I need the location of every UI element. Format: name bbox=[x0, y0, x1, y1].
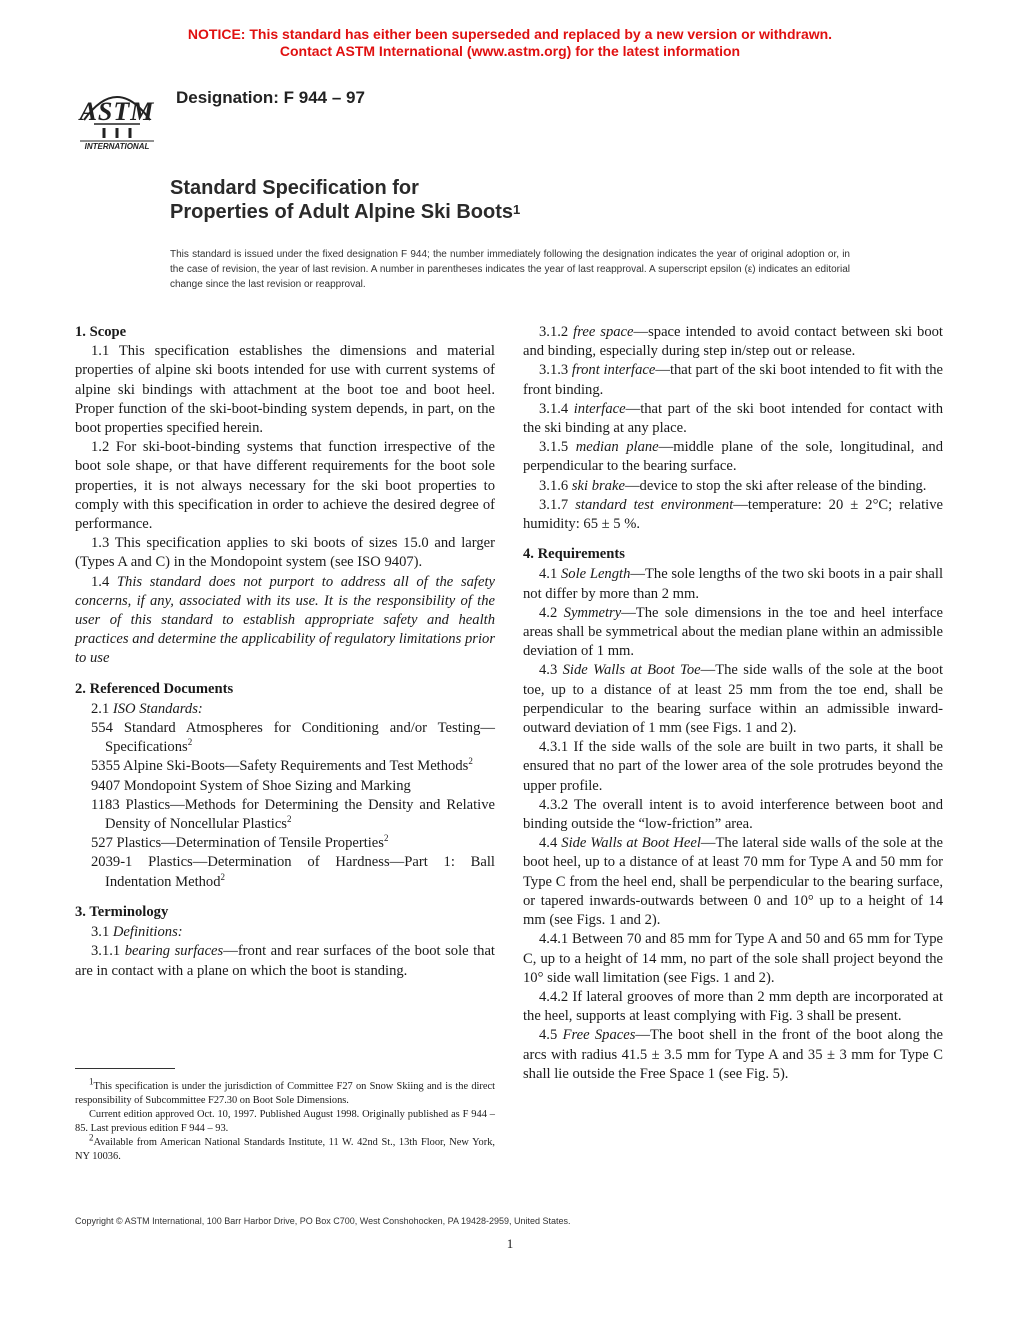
requirement-4-4-1: 4.4.1 Between 70 and 85 mm for Type A and 50 and 65 mm for Type C, up to a height of 14 mm, no part of the sole shall project beyond the 10° side wall limitation (see Figs. 1 and 2). bbox=[523, 931, 943, 986]
reference-item: 554 Standard Atmospheres for Conditioning and/or Testing—Specifications$^2$ bbox=[91, 720, 495, 756]
definition-3-1-4: 3.1.4 interface—that part of the ski boot intended for contact with the ski binding at any place. bbox=[523, 400, 943, 437]
requirement-4-5: 4.5 Free Spaces—The boot shell in the front of the boot along the arcs with radius 41.5 ± 3.5 mm for Type A and 35 ± 3 mm for Type C shall lie outside the Free Space 1 (see Fig. 5). bbox=[523, 1027, 944, 1082]
definition-3-1-7: 3.1.7 standard test environment—temperature: 20 ± 2°C; relative humidity: 65 ± 5 %. bbox=[523, 496, 943, 533]
page-number: 1 bbox=[506, 1236, 514, 1251]
requirement-4-2: 4.2 Symmetry—The sole dimensions in the toe and heel interface areas shall be symmetrical about the median plane within an admissible deviation of 1 mm. bbox=[523, 604, 944, 660]
notice-line-2: Contact ASTM International (www.astm.org) for the latest information bbox=[279, 43, 741, 59]
left-column bbox=[75, 323, 495, 981]
issuance-statement: This standard is issued under the fixed designation F 944; the number immediately following the designation indicates the year of original adoption or, in the case of revision, the year of last revision. A number in parentheses indicates the year of last reapproval. A superscript epsilon (ε) indicates an editorial change since the last revision or reapproval. bbox=[170, 249, 850, 290]
requirement-4-4: 4.4 Side Walls at Boot Heel—The lateral side walls of the sole at the boot heel, up to a distance of at least 70 mm for Type A and 50 mm for Type C from the heel end, shall be perpendicular to the bearing surface, or tapered inwards-outwards between 0 and 10° up to a height of 14 mm (see Figs. 1 and 2). bbox=[523, 835, 944, 929]
reference-item: 5355 Alpine Ski-Boots—Safety Requirements and Test Methods$^2$ bbox=[91, 756, 473, 775]
title-footnote-mark: 1 bbox=[513, 202, 521, 217]
section-heading-referenced-documents: 2. Referenced Documents bbox=[75, 680, 234, 697]
title-line-1: Standard Specification for bbox=[170, 177, 419, 199]
reference-item: 2039-1 Plastics—Determination of Hardness—Part 1: Ball Indentation Method$^2$ bbox=[91, 854, 495, 890]
paragraph-1-4: 1.4 This standard does not purport to address all of the safety concerns, if any, associated with its use. It is the responsibility of the user of this standard to establish appropriate safety and health practices and determine the applicability of regulatory limitations prior to use bbox=[75, 573, 495, 667]
definition-3-1-1: 3.1.1 bearing surfaces—front and rear surfaces of the boot sole that are in contact with a plane on which the boot is standing. bbox=[75, 943, 495, 979]
paragraph-1-3: 1.3 This specification applies to ski boots of sizes 15.0 and larger (Types A and C) in the Mondopoint system (see ISO 9407). bbox=[75, 535, 495, 571]
definition-3-1-3: 3.1.3 front interface—that part of the ski boot intended to fit with the front binding. bbox=[523, 362, 943, 398]
requirement-4-3: 4.3 Side Walls at Boot Toe—The side walls of the sole at the boot toe, up to a distance of at least 25 mm from the toe end, shall be perpendicular to the bearing surface within an admissible inward-outward deviation of 1 mm (see Figs. 1 and 2). bbox=[523, 662, 944, 737]
paragraph-1-1: 1.1 This specification establishes the dimensions and material properties of alpine ski boots intended for use with current systems of alpine ski bindings with attachment at the boot toe and boot heel. Proper function of the ski-boot-binding system depends, in part, on the boot properties specified herein. bbox=[75, 343, 495, 437]
requirement-4-4-2: 4.4.2 If lateral grooves of more than 2 mm depth are incorporated at the heel, supports at least complying with Fig. 3 shall be present. bbox=[523, 988, 944, 1025]
title-line-2: Properties of Adult Alpine Ski Boots$^1$ bbox=[170, 201, 521, 223]
requirement-4-3-2: 4.3.2 The overall intent is to avoid interference between boot and binding outside the “low-friction” area. bbox=[523, 796, 943, 833]
footnote-1: $^1$This specification is under the jurisdiction of Committee F27 on Snow Skiing and is the direct responsibility of Subcommittee F27.30 on Boot Sole Dimensions. bbox=[75, 1076, 495, 1106]
document-title bbox=[170, 176, 520, 224]
paragraph-2-1: 2.1 ISO Standards: bbox=[91, 700, 203, 717]
designation: Designation: F 944 – 97 bbox=[176, 88, 365, 107]
reference-item: 9407 Mondopoint System of Shoe Sizing and Marking bbox=[91, 777, 411, 794]
footnote-1-edition: Current edition approved Oct. 10, 1997. Published August 1998. Originally published as F 944 – 85. Last previous edition F 944 – 93. bbox=[75, 1109, 495, 1134]
footnote-divider bbox=[75, 1068, 175, 1069]
right-column bbox=[523, 323, 943, 1084]
requirement-4-1: 4.1 Sole Length—The sole lengths of the two ski boots in a pair shall not differ by more than 2 mm. bbox=[523, 566, 943, 602]
paragraph-3-1: 3.1 Definitions: bbox=[91, 924, 183, 941]
footnotes bbox=[75, 1076, 495, 1164]
definition-3-1-5: 3.1.5 median plane—middle plane of the sole, longitudinal, and perpendicular to the bearing surface. bbox=[523, 439, 943, 475]
astm-logo-subtext: INTERNATIONAL bbox=[84, 142, 150, 150]
definition-3-1-2: 3.1.2 free space—space intended to avoid contact between ski boot and binding, especially during step in/step out or release. bbox=[523, 324, 943, 360]
definition-3-1-6: 3.1.6 ski brake—device to stop the ski after release of the binding. bbox=[539, 477, 927, 494]
notice-line-1: NOTICE: This standard has either been superseded and replaced by a new version or withdrawn. bbox=[187, 26, 833, 42]
paragraph-1-2: 1.2 For ski-boot-binding systems that function irrespective of the boot sole shape, or that have different requirements for the boot sole properties, it is not always necessary for the ski boot properties to comply with this specification in order to achieve the desired degree of performance. bbox=[75, 439, 495, 533]
footnote-2: $^2$Available from American National Standards Institute, 11 W. 42nd St., 13th Floor, New York, NY 10036. bbox=[75, 1132, 495, 1162]
copyright-line: Copyright © ASTM International, 100 Barr Harbor Drive, PO Box C700, West Conshohocken, PA 19428-2959, United States. bbox=[75, 1216, 571, 1226]
reference-item: 527 Plastics—Determination of Tensile Properties$^2$ bbox=[91, 833, 389, 852]
section-heading-scope: 1. Scope bbox=[75, 324, 127, 340]
section-heading-requirements: 4. Requirements bbox=[523, 546, 625, 563]
requirement-4-3-1: 4.3.1 If the side walls of the sole are built in two parts, it shall be ensured that no part of the lower area of the sole protrudes beyond the upper profile. bbox=[523, 739, 943, 794]
reference-item: 1183 Plastics—Methods for Determining the Density and Relative Density of Noncellular Plastics$^2$ bbox=[91, 796, 495, 833]
supersession-notice bbox=[0, 26, 1020, 60]
astm-logo bbox=[74, 80, 160, 150]
section-heading-terminology: 3. Terminology bbox=[75, 903, 169, 920]
astm-logo-text: ASTM bbox=[79, 97, 155, 126]
